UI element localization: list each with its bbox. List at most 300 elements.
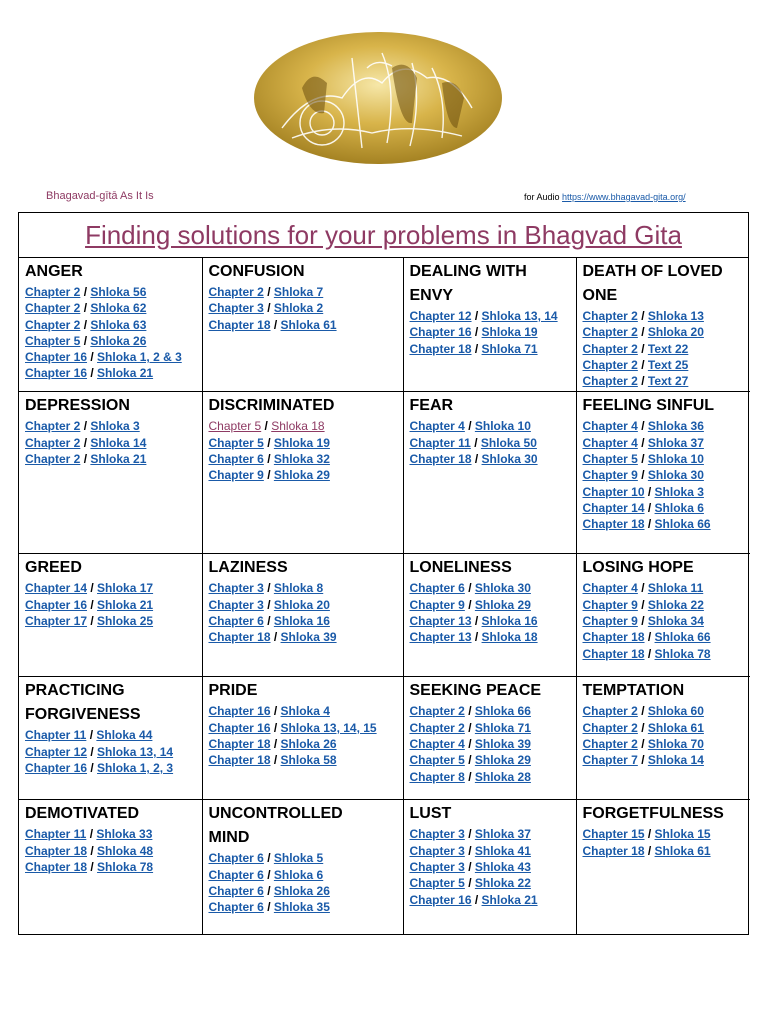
shloka-link[interactable]: Shloka 1, 2 & 3 [97,350,182,365]
reference-item [209,317,397,333]
shloka-link[interactable]: Shloka 10 [647,452,704,467]
separator: / [644,500,655,515]
chapter-link[interactable]: Chapter 18 [208,630,271,645]
reference-item [583,435,745,451]
separator: / [637,720,648,735]
separator: / [87,744,98,759]
reference-item [410,736,570,752]
reference-item [410,703,570,719]
separator: / [637,737,648,752]
chapter-link[interactable]: Chapter 5 [208,419,262,434]
problem-heading: DEMOTIVATED [25,805,140,823]
separator: / [80,333,91,348]
chapter-link[interactable]: Chapter 11 [25,827,87,842]
chapter-link[interactable]: Chapter 16 [25,350,88,365]
chapter-link[interactable]: Chapter 2 [208,285,264,299]
shloka-link[interactable]: Shloka 22 [647,597,704,612]
shloka-link[interactable]: Shloka 28 [474,769,531,784]
shloka-link[interactable]: Shloka 13 [647,309,704,323]
reference-item [209,629,397,645]
shloka-link[interactable]: Shloka 6 [273,867,324,882]
source-title: Bhagavad-gītā As It Is [46,190,154,202]
problem-cell [576,554,750,677]
chapter-link[interactable]: Chapter 18 [208,317,271,332]
reference-list [410,826,570,907]
reference-item [209,300,397,316]
reference-item [410,435,570,451]
separator: / [270,317,281,332]
reference-item [583,324,745,340]
reference-item [209,597,397,613]
chapter-link[interactable]: Chapter 2 [25,435,81,450]
shloka-link[interactable]: Shloka 26 [90,333,147,348]
chapter-link[interactable]: Chapter 18 [582,843,645,858]
chapter-link[interactable]: Chapter 6 [208,614,264,629]
reference-item [209,720,397,736]
separator: / [80,435,91,450]
chapter-link[interactable]: Chapter 16 [409,325,472,340]
reference-item [583,516,745,532]
chapter-link[interactable]: Chapter 12 [409,309,472,323]
shloka-link[interactable]: Shloka 35 [273,900,330,915]
shloka-link[interactable]: Shloka 21 [90,452,147,467]
shloka-link[interactable]: Shloka 19 [481,325,538,340]
reference-item [410,892,570,908]
shloka-link[interactable]: Shloka 41 [474,843,531,858]
reference-item [25,727,196,743]
shloka-link[interactable]: Shloka 37 [474,827,531,842]
problem-cell [202,677,403,800]
shloka-link[interactable]: Shloka 70 [647,737,704,752]
chapter-link[interactable]: Chapter 6 [208,900,264,915]
shloka-link[interactable]: Shloka 10 [474,419,531,434]
reference-item [25,418,196,434]
shloka-link[interactable]: Shloka 33 [96,827,153,842]
shloka-link[interactable]: Text 27 [647,374,689,389]
problem-heading: LUST [409,805,452,823]
chapter-link[interactable]: Chapter 9 [582,597,638,612]
reference-list [25,580,196,629]
chapter-link[interactable]: Chapter 10 [582,484,645,499]
reference-item [25,597,196,613]
separator: / [644,517,655,532]
shloka-link[interactable]: Shloka 21 [97,366,154,381]
chapter-link[interactable]: Chapter 18 [582,646,645,661]
reference-list [583,580,745,661]
chapter-link[interactable]: Chapter 2 [582,374,638,389]
page-title: Finding solutions for your problems in Bhagvad Gita [85,219,682,250]
chapter-link[interactable]: Chapter 2 [25,419,81,434]
chapter-link[interactable]: Chapter 4 [409,419,465,434]
separator: / [270,753,281,768]
problem-heading: DEATH OF LOVED ONE [582,263,723,304]
chapter-link[interactable]: Chapter 2 [25,301,81,316]
shloka-link[interactable]: Shloka 21 [481,892,538,907]
separator: / [637,753,648,768]
separator: / [263,884,274,899]
separator: / [637,452,648,467]
shloka-link[interactable]: Shloka 16 [481,614,538,629]
shloka-link[interactable]: Shloka 29 [474,597,531,612]
problem-heading: FEAR [409,397,454,415]
reference-item [209,703,397,719]
chapter-link[interactable]: Chapter 6 [208,884,264,899]
separator: / [464,827,475,842]
shloka-link[interactable]: Shloka 61 [647,720,704,735]
shloka-link[interactable]: Shloka 29 [273,468,330,483]
shloka-link[interactable]: Shloka 20 [647,325,704,340]
chapter-link[interactable]: Chapter 18 [208,753,271,768]
shloka-link[interactable]: Text 22 [647,341,689,356]
separator: / [270,704,281,719]
chapter-link[interactable]: Chapter 6 [208,867,264,882]
separator: / [637,435,648,450]
shloka-link[interactable]: Shloka 39 [474,737,531,752]
problem-heading: LONELINESS [409,559,512,577]
problem-cell [403,800,576,934]
reference-item [25,300,196,316]
separator: / [87,614,98,629]
chapter-link[interactable]: Chapter 18 [409,452,472,467]
chapter-link[interactable]: Chapter 6 [208,851,264,866]
chapter-link[interactable]: Chapter 5 [582,452,638,467]
chapter-link[interactable]: Chapter 6 [208,452,264,467]
separator: / [87,843,98,858]
separator: / [471,630,482,645]
chapter-link[interactable]: Chapter 18 [582,630,645,645]
chapter-link[interactable]: Chapter 2 [582,704,638,719]
reference-item [583,629,745,645]
reference-item [410,875,570,891]
reference-item [209,284,397,300]
reference-list [583,826,745,859]
chapter-link[interactable]: Chapter 6 [409,581,465,596]
chapter-link[interactable]: Chapter 18 [582,517,645,532]
problem-cell [403,258,576,392]
chapter-link[interactable]: Chapter 15 [582,827,645,842]
reference-list [209,703,397,768]
chapter-link[interactable]: Chapter 3 [409,843,465,858]
separator: / [464,843,475,858]
chapter-link[interactable]: Chapter 11 [409,435,471,450]
separator: / [637,341,648,356]
shloka-link[interactable]: Shloka 7 [273,285,324,299]
shloka-link[interactable]: Shloka 18 [481,630,538,645]
problem-cell [403,392,576,554]
reference-item [583,341,745,357]
shloka-link[interactable]: Shloka 78 [97,860,154,875]
reference-item [209,883,397,899]
shloka-link[interactable]: Shloka 4 [280,704,330,719]
shloka-link[interactable]: Shloka 58 [280,753,337,768]
audio-link[interactable]: https://www.bhagavad-gita.org/ [562,192,686,202]
shloka-link[interactable]: Shloka 20 [273,597,330,612]
chapter-link[interactable]: Chapter 4 [409,737,465,752]
shloka-link[interactable]: Shloka 66 [474,704,531,719]
shloka-link[interactable]: Shloka 16 [273,614,330,629]
chapter-link[interactable]: Chapter 11 [25,728,87,743]
chapter-link[interactable]: Chapter 16 [25,597,88,612]
chapter-link[interactable]: Chapter 5 [208,435,264,450]
shloka-link[interactable]: Shloka 30 [647,468,704,483]
separator: / [637,704,648,719]
shloka-link[interactable]: Shloka 26 [280,737,337,752]
separator: / [80,419,91,434]
shloka-link[interactable]: Shloka 8 [273,581,324,596]
shloka-link[interactable]: Shloka 25 [97,614,154,629]
shloka-link[interactable]: Shloka 22 [474,876,531,891]
shloka-link[interactable]: Shloka 37 [647,435,704,450]
reference-item [583,646,745,662]
chapter-link[interactable]: Chapter 17 [25,614,88,629]
chapter-link[interactable]: Chapter 4 [582,419,638,434]
shloka-link[interactable]: Shloka 60 [647,704,704,719]
chapter-link[interactable]: Chapter 7 [582,753,638,768]
chapter-link[interactable]: Chapter 5 [25,333,81,348]
krishna-arjuna-chariot-icon [252,28,504,168]
separator: / [637,325,648,340]
chapter-link[interactable]: Chapter 2 [582,341,638,356]
problem-cell [576,677,750,800]
separator: / [87,366,98,381]
shloka-link[interactable]: Shloka 50 [480,435,537,450]
chapter-link[interactable]: Chapter 13 [409,630,472,645]
separator: / [263,851,274,866]
reference-item [209,899,397,915]
reference-item [583,752,745,768]
shloka-link[interactable]: Shloka 71 [474,720,531,735]
chapter-link[interactable]: Chapter 2 [582,737,638,752]
problem-heading: FEELING SINFUL [582,397,715,415]
chapter-link[interactable]: Chapter 2 [582,309,638,323]
chapter-link[interactable]: Chapter 2 [582,357,638,372]
shloka-link[interactable]: Shloka 1, 2, 3 [97,761,174,776]
shloka-link[interactable]: Shloka 61 [654,843,711,858]
problem-heading: ANGER [25,263,83,280]
shloka-link[interactable]: Shloka 13, 14, 15 [280,720,377,735]
reference-list [410,580,570,645]
separator: / [471,452,482,467]
chapter-link[interactable]: Chapter 16 [208,704,271,719]
reference-item [25,580,196,596]
separator: / [263,452,274,467]
chapter-link[interactable]: Chapter 2 [409,704,465,719]
chapter-link[interactable]: Chapter 4 [582,435,638,450]
shloka-link[interactable]: Shloka 66 [654,517,711,532]
reference-item [583,613,745,629]
shloka-link[interactable]: Shloka 2 [273,301,324,316]
chapter-link[interactable]: Chapter 3 [409,827,465,842]
grid-row [19,392,750,554]
problem-heading: FORGETFULNESS [582,805,724,823]
reference-item [410,341,570,357]
problem-heading: PRIDE [208,682,258,700]
separator: / [464,737,475,752]
separator: / [464,876,475,891]
reference-item [583,720,745,736]
problem-heading: DISCRIMINATED [208,397,335,415]
chapter-link[interactable]: Chapter 16 [25,366,88,381]
shloka-link[interactable]: Shloka 18 [271,419,325,434]
reference-item [25,826,196,842]
reference-item [209,752,397,768]
reference-item [209,580,397,596]
separator: / [80,452,91,467]
shloka-link[interactable]: Shloka 44 [96,728,153,743]
problem-grid [19,258,750,934]
shloka-link[interactable]: Shloka 15 [654,827,711,842]
chapter-link[interactable]: Chapter 2 [25,285,81,299]
shloka-link[interactable]: Shloka 21 [97,597,154,612]
chapter-link[interactable]: Chapter 16 [25,761,88,776]
grid-row [19,258,750,392]
chapter-link[interactable]: Chapter 5 [409,753,465,768]
chapter-link[interactable]: Chapter 3 [208,597,264,612]
separator: / [464,769,475,784]
chapter-link[interactable]: Chapter 18 [25,843,88,858]
shloka-link[interactable]: Shloka 34 [647,614,704,629]
shloka-link[interactable]: Shloka 13, 14 [481,309,558,323]
chapter-link[interactable]: Chapter 2 [25,452,81,467]
chapter-link[interactable]: Chapter 13 [409,614,472,629]
reference-list [583,703,745,768]
reference-item [209,867,397,883]
reference-list [25,418,196,467]
reference-item [410,629,570,645]
shloka-link[interactable]: Shloka 48 [97,843,154,858]
reference-item [25,317,196,333]
chapter-link[interactable]: Chapter 2 [409,720,465,735]
reference-item [410,613,570,629]
separator: / [644,827,655,842]
reference-item [583,703,745,719]
problem-cell [202,258,403,392]
problem-cell [403,677,576,800]
shloka-link[interactable]: Shloka 63 [90,317,147,332]
shloka-link[interactable]: Shloka 29 [474,753,531,768]
chapter-link[interactable]: Chapter 9 [208,468,264,483]
reference-item [410,720,570,736]
separator: / [471,892,482,907]
chapter-link[interactable]: Chapter 9 [409,597,465,612]
solutions-table [18,212,749,935]
shloka-link[interactable]: Shloka 30 [474,581,531,596]
separator: / [637,597,648,612]
shloka-link[interactable]: Shloka 56 [90,285,147,299]
shloka-link[interactable]: Shloka 5 [273,851,324,866]
reference-list [410,308,570,357]
shloka-link[interactable]: Shloka 17 [97,581,154,596]
shloka-link[interactable]: Shloka 3 [654,484,704,499]
separator: / [464,720,475,735]
separator: / [637,468,648,483]
chapter-link[interactable]: Chapter 14 [25,581,88,596]
reference-item [410,843,570,859]
chapter-link[interactable]: Chapter 2 [25,317,81,332]
reference-item [209,467,397,483]
problem-cell [576,800,750,934]
separator: / [87,597,98,612]
audio-label: for Audio [524,192,560,202]
shloka-link[interactable]: Shloka 26 [273,884,330,899]
audio-line [524,192,686,202]
logo-emblem [252,28,504,168]
chapter-link[interactable]: Chapter 3 [409,860,465,875]
chapter-link[interactable]: Chapter 16 [409,892,472,907]
shloka-link[interactable]: Shloka 78 [654,646,711,661]
reference-item [410,597,570,613]
chapter-link[interactable]: Chapter 18 [25,860,88,875]
chapter-link[interactable]: Chapter 16 [208,720,271,735]
reference-item [25,333,196,349]
separator: / [464,860,475,875]
shloka-link[interactable]: Text 25 [647,357,689,372]
chapter-link[interactable]: Chapter 18 [409,341,472,356]
grid-row [19,677,750,800]
shloka-link[interactable]: Shloka 30 [481,452,538,467]
problem-cell [19,554,202,677]
reference-item [410,451,570,467]
chapter-link[interactable]: Chapter 9 [582,468,638,483]
chapter-link[interactable]: Chapter 3 [208,301,264,316]
reference-item [25,349,196,365]
chapter-link[interactable]: Chapter 2 [582,325,638,340]
shloka-link[interactable]: Shloka 11 [647,581,704,596]
shloka-link[interactable]: Shloka 43 [474,860,531,875]
shloka-link[interactable]: Shloka 36 [647,419,704,434]
separator: / [644,646,655,661]
shloka-link[interactable]: Shloka 3 [90,419,140,434]
shloka-link[interactable]: Shloka 6 [654,500,704,515]
grid-row [19,800,750,934]
shloka-link[interactable]: Shloka 14 [90,435,147,450]
reference-item [209,451,397,467]
reference-item [209,418,397,434]
page-title-bar [19,213,748,258]
shloka-link[interactable]: Shloka 13, 14 [97,744,174,759]
chapter-link[interactable]: Chapter 5 [409,876,465,891]
shloka-link[interactable]: Shloka 62 [90,301,147,316]
shloka-link[interactable]: Shloka 14 [647,753,704,768]
shloka-link[interactable]: Shloka 19 [273,435,330,450]
chapter-link[interactable]: Chapter 2 [582,720,638,735]
reference-list [209,850,397,915]
reference-item [25,760,196,776]
reference-item [583,843,745,859]
chapter-link[interactable]: Chapter 4 [582,581,638,596]
problem-cell [19,677,202,800]
shloka-link[interactable]: Shloka 61 [280,317,337,332]
separator: / [87,350,98,365]
separator: / [471,325,482,340]
separator: / [464,753,475,768]
chapter-link[interactable]: Chapter 14 [582,500,645,515]
chapter-link[interactable]: Chapter 18 [208,737,271,752]
reference-list [583,418,745,532]
shloka-link[interactable]: Shloka 39 [280,630,337,645]
shloka-link[interactable]: Shloka 71 [481,341,538,356]
grid-row [19,554,750,677]
chapter-link[interactable]: Chapter 3 [208,581,264,596]
reference-list [209,580,397,645]
reference-item [410,308,570,324]
chapter-link[interactable]: Chapter 8 [409,769,465,784]
separator: / [263,900,274,915]
shloka-link[interactable]: Shloka 32 [273,452,330,467]
chapter-link[interactable]: Chapter 9 [582,614,638,629]
shloka-link[interactable]: Shloka 66 [654,630,711,645]
chapter-link[interactable]: Chapter 12 [25,744,88,759]
